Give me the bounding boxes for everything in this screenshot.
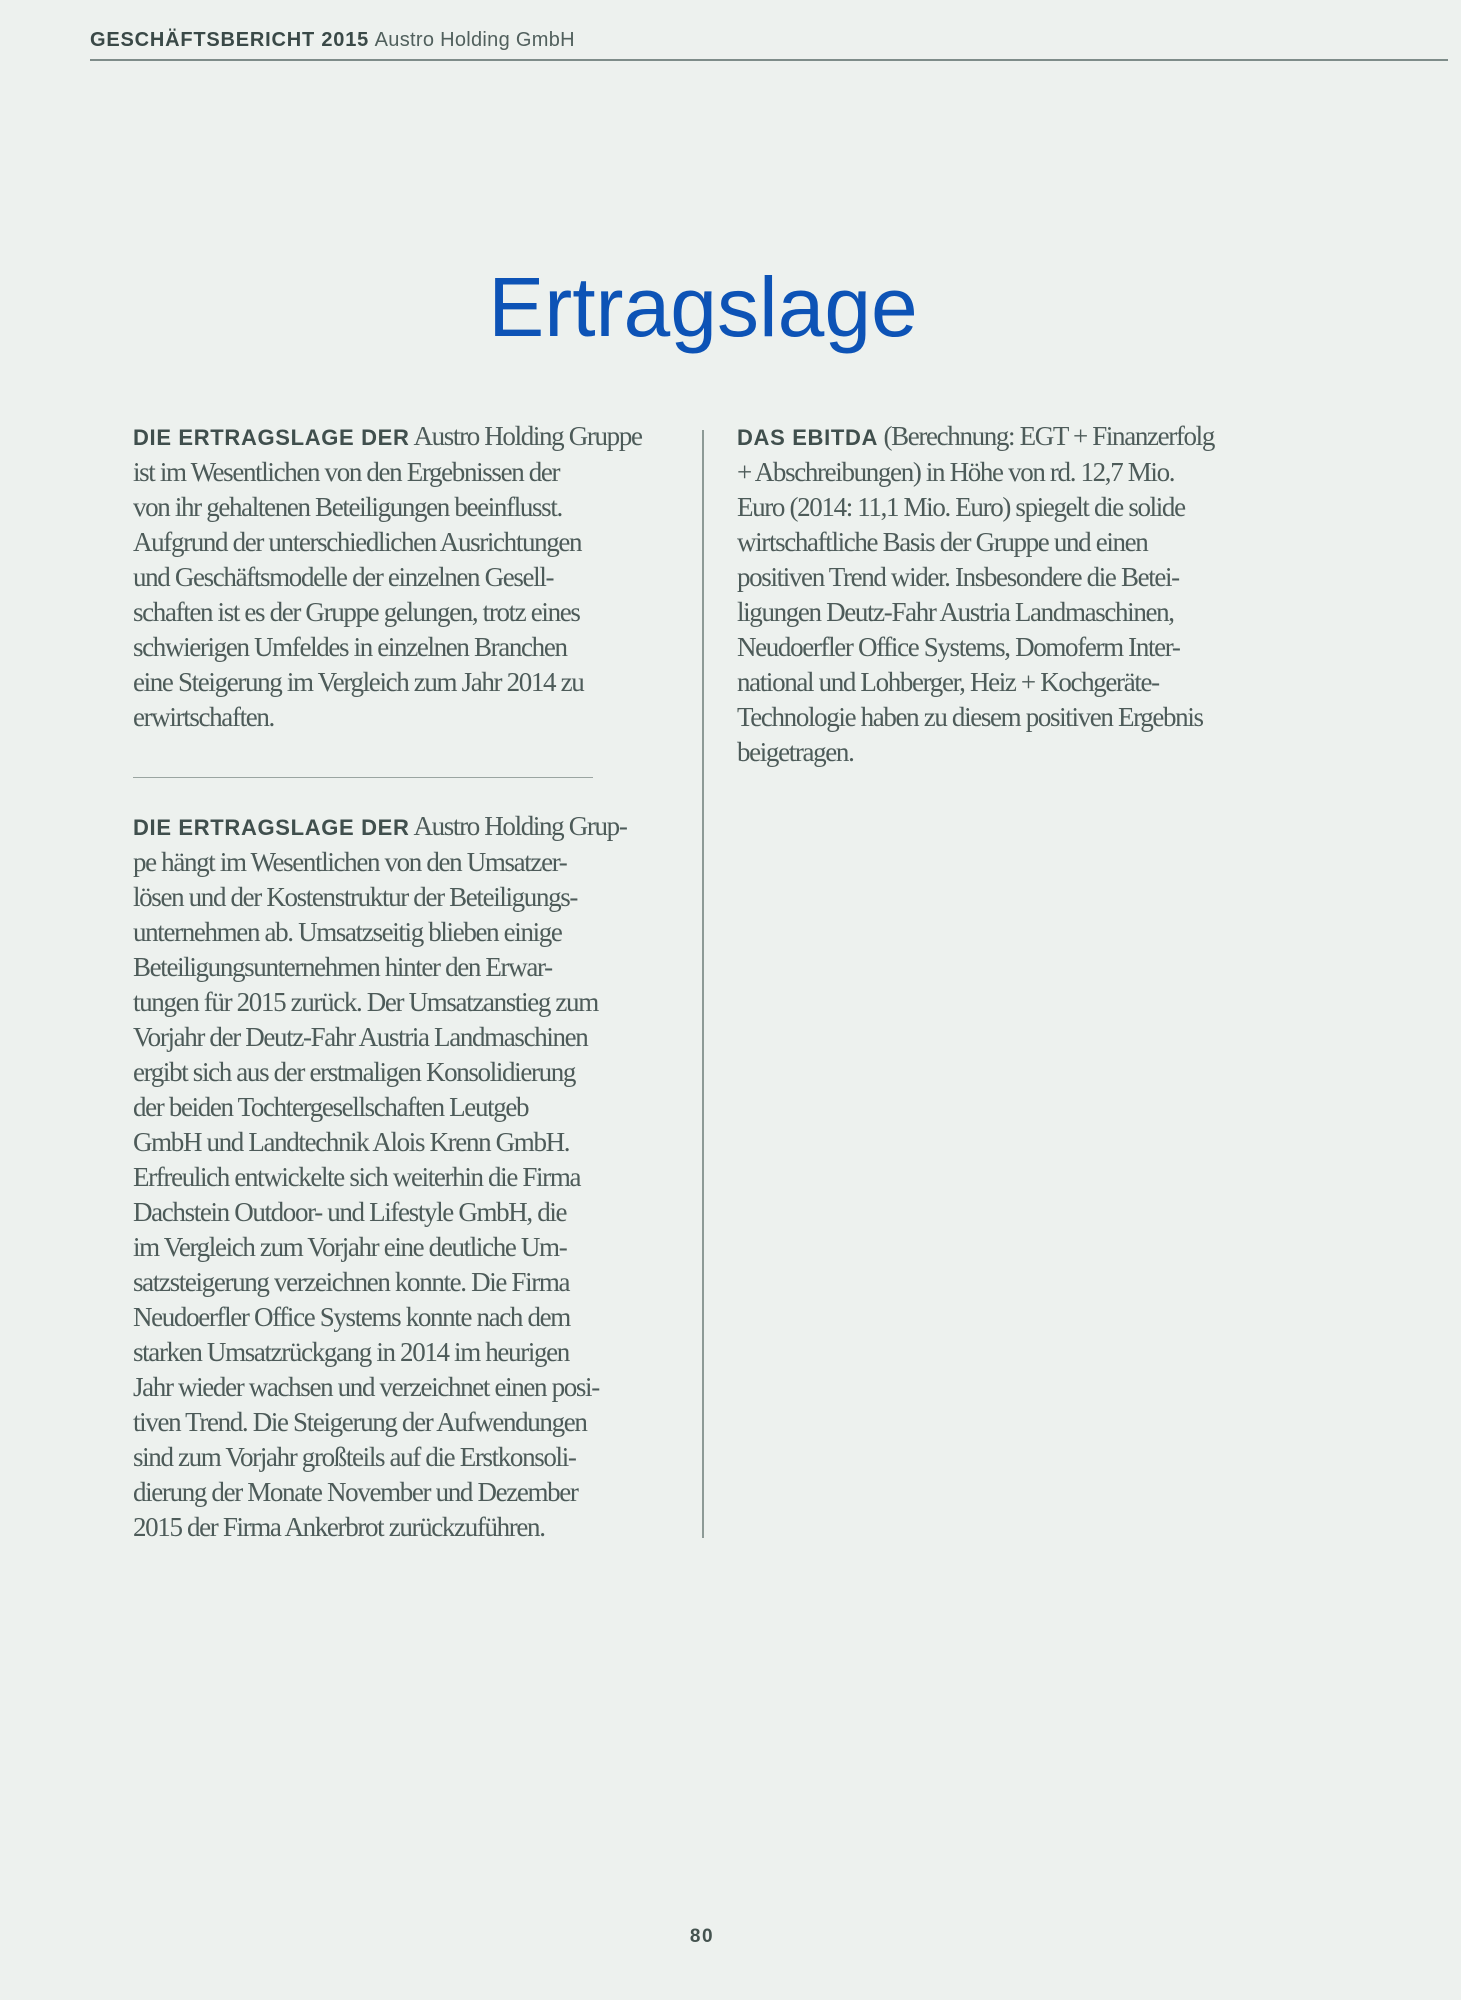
text-line: ist im Wesentlichen von den Ergebnissen der <box>133 457 560 487</box>
text-line: Beteiligungsunternehmen hinter den Erwar- <box>133 952 552 982</box>
page-title: Ertragslage <box>488 260 918 354</box>
paragraph-lead: DIE ERTRAGSLAGE DER <box>133 815 410 840</box>
text-line: sind zum Vorjahr großteils auf die Erstkonsoli- <box>133 1442 576 1472</box>
text-line: Neudoerfler Office Systems, Domoferm Inter- <box>737 632 1180 662</box>
text-line: lösen und der Kostenstruktur der Beteiligungs- <box>133 882 578 912</box>
text-line: Euro (2014: 11,1 Mio. Euro) spiegelt die solide <box>737 492 1185 522</box>
text-line: Neudoerfler Office Systems konnte nach dem <box>133 1302 570 1332</box>
text-line: 2015 der Firma Ankerbrot zurückzuführen. <box>133 1512 545 1542</box>
left-column <box>133 419 678 1545</box>
text-line: tungen für 2015 zurück. Der Umsatzanstieg zum <box>133 987 598 1017</box>
text-line: wirtschaftliche Basis der Gruppe und einen <box>737 527 1148 557</box>
right-column <box>737 419 1214 770</box>
text-line: pe hängt im Wesentlichen von den Umsatzer- <box>133 847 567 877</box>
text-line: + Abschreibungen) in Höhe von rd. 12,7 Mio. <box>737 457 1175 487</box>
text-line: im Vergleich zum Vorjahr eine deutliche Um- <box>133 1232 567 1262</box>
text-line: der beiden Tochtergesellschaften Leutgeb <box>133 1092 529 1122</box>
text-line: DIE ERTRAGSLAGE DER Austro Holding Gruppe <box>133 421 642 451</box>
text-line: schwierigen Umfeldes in einzelnen Branchen <box>133 632 567 662</box>
text-line: erwirtschaften. <box>133 702 274 732</box>
text-line: tiven Trend. Die Steigerung der Aufwendungen <box>133 1407 587 1437</box>
company-name: Austro Holding GmbH <box>374 29 575 51</box>
text-line: unternehmen ab. Umsatzseitig blieben einige <box>133 917 562 947</box>
paragraph-lead: DAS EBITDA <box>737 425 879 450</box>
text-line: national und Lohberger, Heiz + Kochgeräte- <box>737 667 1159 697</box>
paragraph-revenue-detail <box>133 809 678 1545</box>
report-name: GESCHÄFTSBERICHT 2015 <box>90 29 370 51</box>
text-line: dierung der Monate November und Dezember <box>133 1477 578 1507</box>
paragraph-divider-rule <box>133 777 593 778</box>
text-line: positiven Trend wider. Insbesondere die Betei- <box>737 562 1179 592</box>
text-line: ligungen Deutz-Fahr Austria Landmaschinen, <box>737 597 1174 627</box>
text-line: schaften ist es der Gruppe gelungen, trotz eines <box>133 597 580 627</box>
column-divider <box>702 430 704 1538</box>
text-line: Vorjahr der Deutz-Fahr Austria Landmaschinen <box>133 1022 588 1052</box>
text-line: satzsteigerung verzeichnen konnte. Die Firma <box>133 1267 570 1297</box>
paragraph-earnings-overview <box>133 419 678 735</box>
text-line: Jahr wieder wachsen und verzeichnet einen posi- <box>133 1372 599 1402</box>
running-header <box>90 28 575 52</box>
page-number: 80 <box>689 1926 715 1947</box>
text-line: DIE ERTRAGSLAGE DER Austro Holding Grup- <box>133 811 627 841</box>
text-line: starken Umsatzrückgang in 2014 im heurigen <box>133 1337 569 1367</box>
paragraph-lead: DIE ERTRAGSLAGE DER <box>133 425 410 450</box>
text-line: eine Steigerung im Vergleich zum Jahr 2014 zu <box>133 667 584 697</box>
text-line: Dachstein Outdoor- und Lifestyle GmbH, die <box>133 1197 567 1227</box>
text-line: Aufgrund der unterschiedlichen Ausrichtungen <box>133 527 582 557</box>
header-rule <box>90 59 1448 61</box>
text-line: ergibt sich aus der erstmaligen Konsolidierung <box>133 1057 576 1087</box>
text-line: beigetragen. <box>737 737 854 767</box>
text-line: GmbH und Landtechnik Alois Krenn GmbH. <box>133 1127 570 1157</box>
text-line: von ihr gehaltenen Beteiligungen beeinflusst. <box>133 492 562 522</box>
text-line: DAS EBITDA (Berechnung: EGT + Finanzerfolg <box>737 421 1214 451</box>
text-line: Technologie haben zu diesem positiven Ergebnis <box>737 702 1203 732</box>
paragraph-ebitda <box>737 419 1214 770</box>
text-line: und Geschäftsmodelle der einzelnen Gesell- <box>133 562 554 592</box>
text-line: Erfreulich entwickelte sich weiterhin die Firma <box>133 1162 581 1192</box>
